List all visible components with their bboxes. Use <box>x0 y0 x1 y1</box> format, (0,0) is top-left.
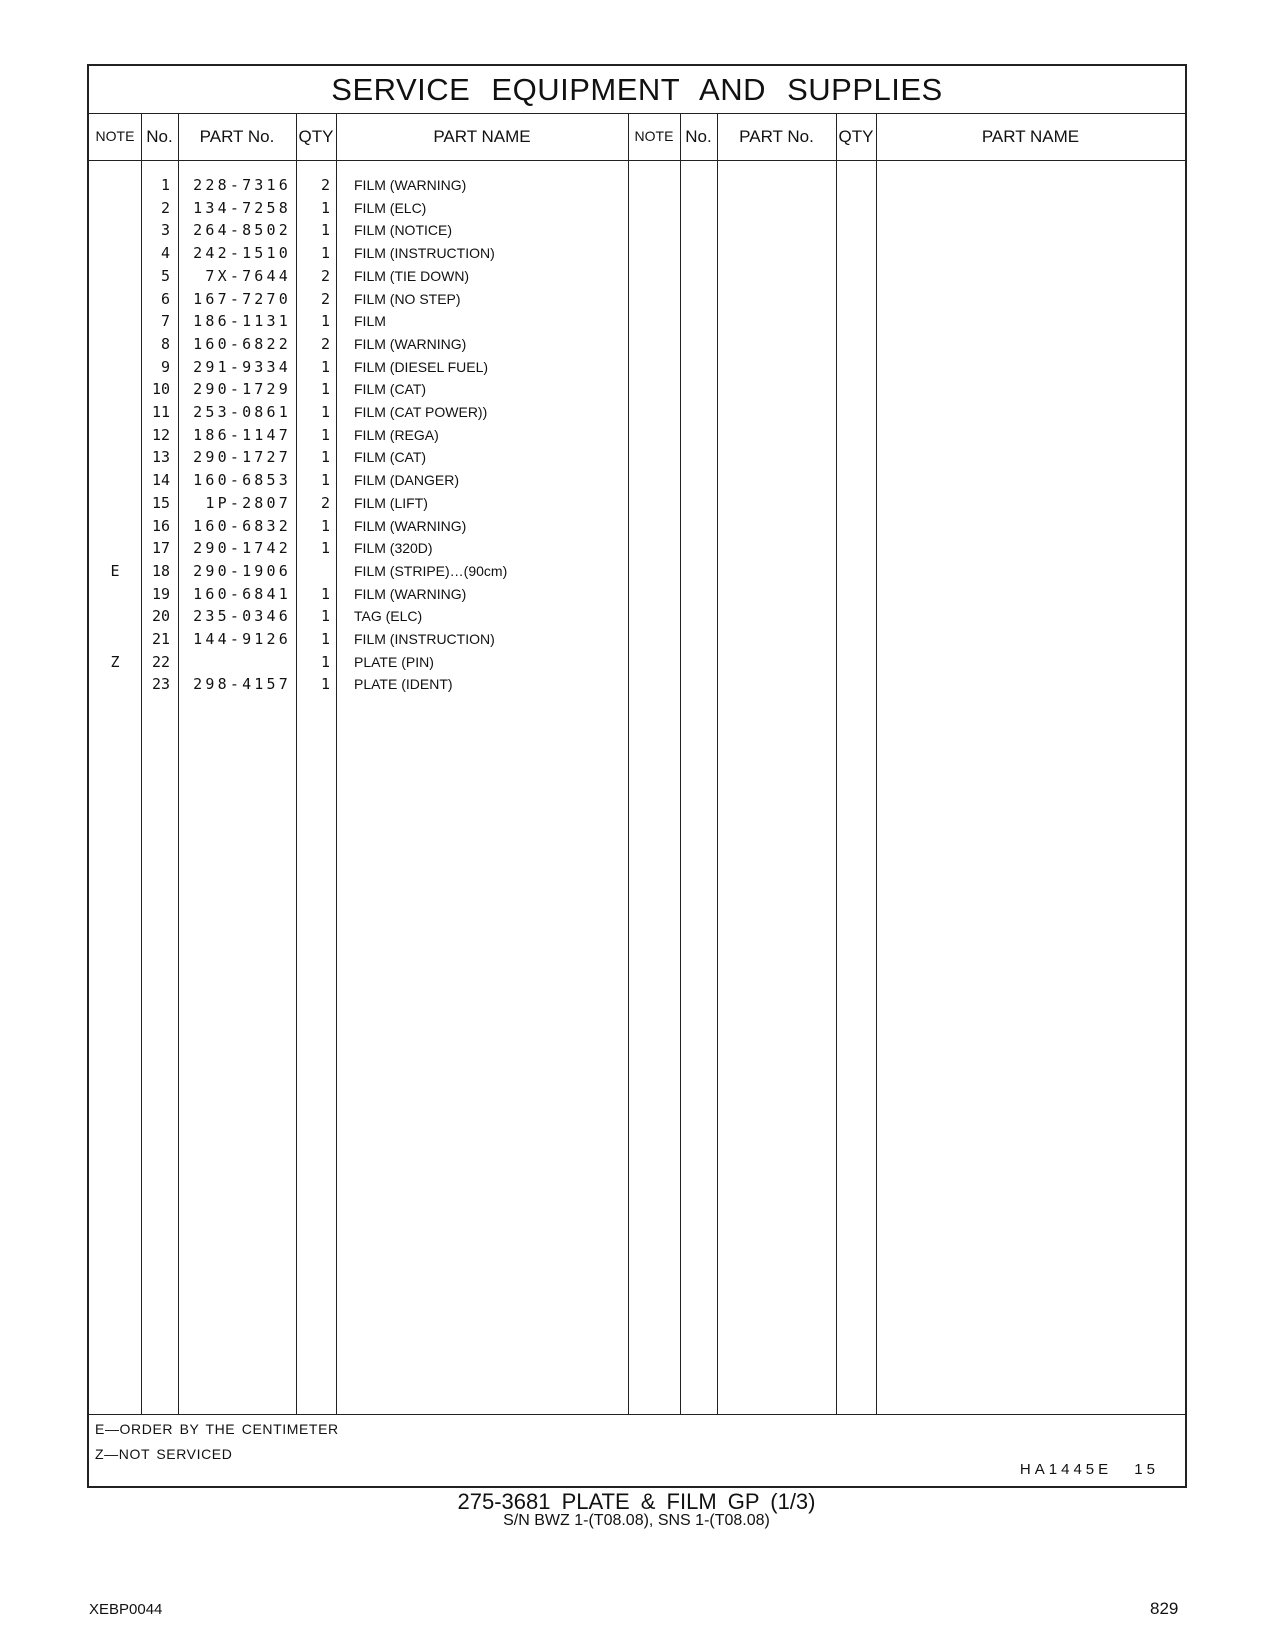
part-name: FILM (CAT) <box>354 449 427 466</box>
table-row <box>89 288 1185 311</box>
item-number: 10 <box>151 380 170 399</box>
table-row <box>89 424 1185 447</box>
item-number: 14 <box>151 471 170 490</box>
table-row <box>89 174 1185 197</box>
part-number: 186-1147 <box>193 425 291 444</box>
part-name: PLATE (IDENT) <box>354 676 453 693</box>
quantity: 2 <box>320 493 330 512</box>
item-number: 17 <box>151 539 170 558</box>
document-id: XEBP0044 <box>89 1601 163 1618</box>
item-number: 5 <box>160 266 170 285</box>
table-row <box>89 673 1185 696</box>
quantity: 1 <box>320 198 330 217</box>
quantity: 1 <box>320 630 330 648</box>
serial-range: S/N BWZ 1-(T08.08), SNS 1-(T08.08) <box>503 1512 770 1529</box>
part-number: 186-1131 <box>193 312 291 331</box>
item-number: 21 <box>151 630 170 648</box>
part-name: FILM (WARNING) <box>354 335 467 352</box>
header-no-left: No. <box>146 127 173 146</box>
part-number: 1P-2807 <box>205 493 291 512</box>
header-note-right: NOTE <box>634 128 674 144</box>
quantity: 1 <box>320 584 330 603</box>
header-qty-left: QTY <box>298 127 334 146</box>
quantity: 1 <box>320 312 330 331</box>
part-name: FILM <box>354 313 386 330</box>
quantity: 2 <box>320 334 330 353</box>
quantity: 1 <box>320 652 330 671</box>
quantity: 1 <box>320 539 330 558</box>
item-number: 8 <box>160 334 170 353</box>
header-note-left: NOTE <box>95 128 135 144</box>
part-number: 235-0346 <box>193 607 291 626</box>
table-row <box>89 265 1185 288</box>
sheet-footer <box>89 1414 1185 1489</box>
part-number: 264-8502 <box>193 221 291 240</box>
item-number: 12 <box>151 425 170 444</box>
item-number: 20 <box>151 607 170 626</box>
quantity: 1 <box>320 357 330 376</box>
part-number: 290-1729 <box>193 380 291 399</box>
item-number: 4 <box>160 244 170 263</box>
part-number: 298-4157 <box>193 675 291 694</box>
part-number: 290-1727 <box>193 448 291 467</box>
part-name: FILM (320D) <box>354 540 433 557</box>
footnote-z: Z—NOT SERVICED <box>95 1446 233 1462</box>
part-number: 228-7316 <box>193 176 291 194</box>
table-row <box>89 515 1185 538</box>
item-number: 11 <box>151 403 170 421</box>
part-name: FILM (TIE DOWN) <box>354 267 470 284</box>
part-name: TAG (ELC) <box>354 608 423 625</box>
part-number: 134-7258 <box>193 198 291 217</box>
quantity: 1 <box>320 221 330 240</box>
part-number: 160-6853 <box>193 471 291 490</box>
part-name: FILM (WARNING) <box>354 585 467 602</box>
part-number: 160-6841 <box>193 584 291 603</box>
group-caption: 275-3681 PLATE & FILM GP (1/3) <box>457 1489 816 1514</box>
quantity: 1 <box>320 425 330 444</box>
item-number: 19 <box>151 584 170 603</box>
item-number: 13 <box>151 448 170 467</box>
header-part-name-right: PART NAME <box>981 127 1080 146</box>
page-title: SERVICE EQUIPMENT AND SUPPLIES <box>89 66 1185 114</box>
table-row <box>89 628 1185 651</box>
quantity: 1 <box>320 607 330 626</box>
quantity: 1 <box>320 516 330 535</box>
item-number: 2 <box>160 198 170 217</box>
part-number: 167-7270 <box>193 289 291 308</box>
item-number: 3 <box>160 221 170 240</box>
quantity: 2 <box>320 266 330 285</box>
part-name: FILM (CAT POWER)) <box>354 404 488 420</box>
header-part-no-left: PART No. <box>199 127 275 146</box>
table-row <box>89 378 1185 401</box>
table-header <box>89 113 1185 161</box>
note-cell: Z <box>110 652 120 671</box>
part-number: 290-1906 <box>193 561 291 580</box>
table-row <box>89 219 1185 242</box>
item-number: 22 <box>151 652 170 671</box>
table-row <box>89 651 1185 674</box>
quantity: 2 <box>320 289 330 308</box>
header-no-right: No. <box>685 127 712 146</box>
part-name: FILM (DIESEL FUEL) <box>354 358 489 375</box>
part-number: 160-6822 <box>193 334 291 353</box>
parts-sheet <box>87 64 1187 1488</box>
part-name: FILM (WARNING) <box>354 177 467 193</box>
part-number: 291-9334 <box>193 357 291 376</box>
table-row <box>89 310 1185 333</box>
table-row <box>89 242 1185 265</box>
part-name: FILM (STRIPE)…(90cm) <box>354 562 508 579</box>
part-name: FILM (NOTICE) <box>354 222 452 239</box>
table-row <box>89 492 1185 515</box>
quantity: 2 <box>320 176 330 194</box>
part-name: FILM (NO STEP) <box>354 290 461 307</box>
part-name: FILM (INSTRUCTION) <box>354 245 495 262</box>
note-cell: E <box>110 561 120 580</box>
item-number: 18 <box>151 561 170 580</box>
page-number: 829 <box>1150 1599 1179 1618</box>
header-part-name-left: PART NAME <box>433 127 531 146</box>
quantity: 1 <box>320 244 330 263</box>
part-number: 144-9126 <box>193 630 291 648</box>
item-number: 6 <box>160 289 170 308</box>
quantity: 1 <box>320 471 330 490</box>
item-number: 1 <box>160 176 170 194</box>
table-row <box>89 197 1185 220</box>
part-name: FILM (CAT) <box>354 381 427 398</box>
part-name: FILM (DANGER) <box>354 472 459 489</box>
part-number: 253-0861 <box>193 403 291 421</box>
part-number: 242-1510 <box>193 244 291 263</box>
footnote-e: E—ORDER BY THE CENTIMETER <box>95 1421 339 1437</box>
quantity: 1 <box>320 448 330 467</box>
header-part-no-right: PART No. <box>739 127 814 146</box>
table-row <box>89 333 1185 356</box>
table-row <box>89 469 1185 492</box>
table-row <box>89 560 1185 583</box>
document-reference: HA1445E 15 <box>1019 1461 1159 1478</box>
table-row <box>89 605 1185 628</box>
part-number: 7X-7644 <box>205 266 291 285</box>
item-number: 16 <box>151 516 170 535</box>
part-name: FILM (INSTRUCTION) <box>354 631 495 647</box>
item-number: 9 <box>160 357 170 376</box>
part-number: 160-6832 <box>193 516 291 535</box>
part-name: FILM (LIFT) <box>354 494 428 511</box>
header-qty-right: QTY <box>838 127 874 146</box>
part-name: FILM (WARNING) <box>354 517 467 534</box>
part-name: PLATE (PIN) <box>354 653 434 670</box>
table-row <box>89 356 1185 379</box>
item-number: 15 <box>151 493 170 512</box>
quantity: 1 <box>320 403 330 421</box>
table-row <box>89 446 1185 469</box>
table-row <box>89 401 1185 424</box>
quantity: 1 <box>320 675 330 694</box>
part-name: FILM (ELC) <box>354 199 427 216</box>
item-number: 23 <box>151 675 170 694</box>
part-name: FILM (REGA) <box>354 426 439 443</box>
table-row <box>89 583 1185 606</box>
table-row <box>89 537 1185 560</box>
part-number: 290-1742 <box>193 539 291 558</box>
item-number: 7 <box>160 312 170 331</box>
quantity: 1 <box>320 380 330 399</box>
